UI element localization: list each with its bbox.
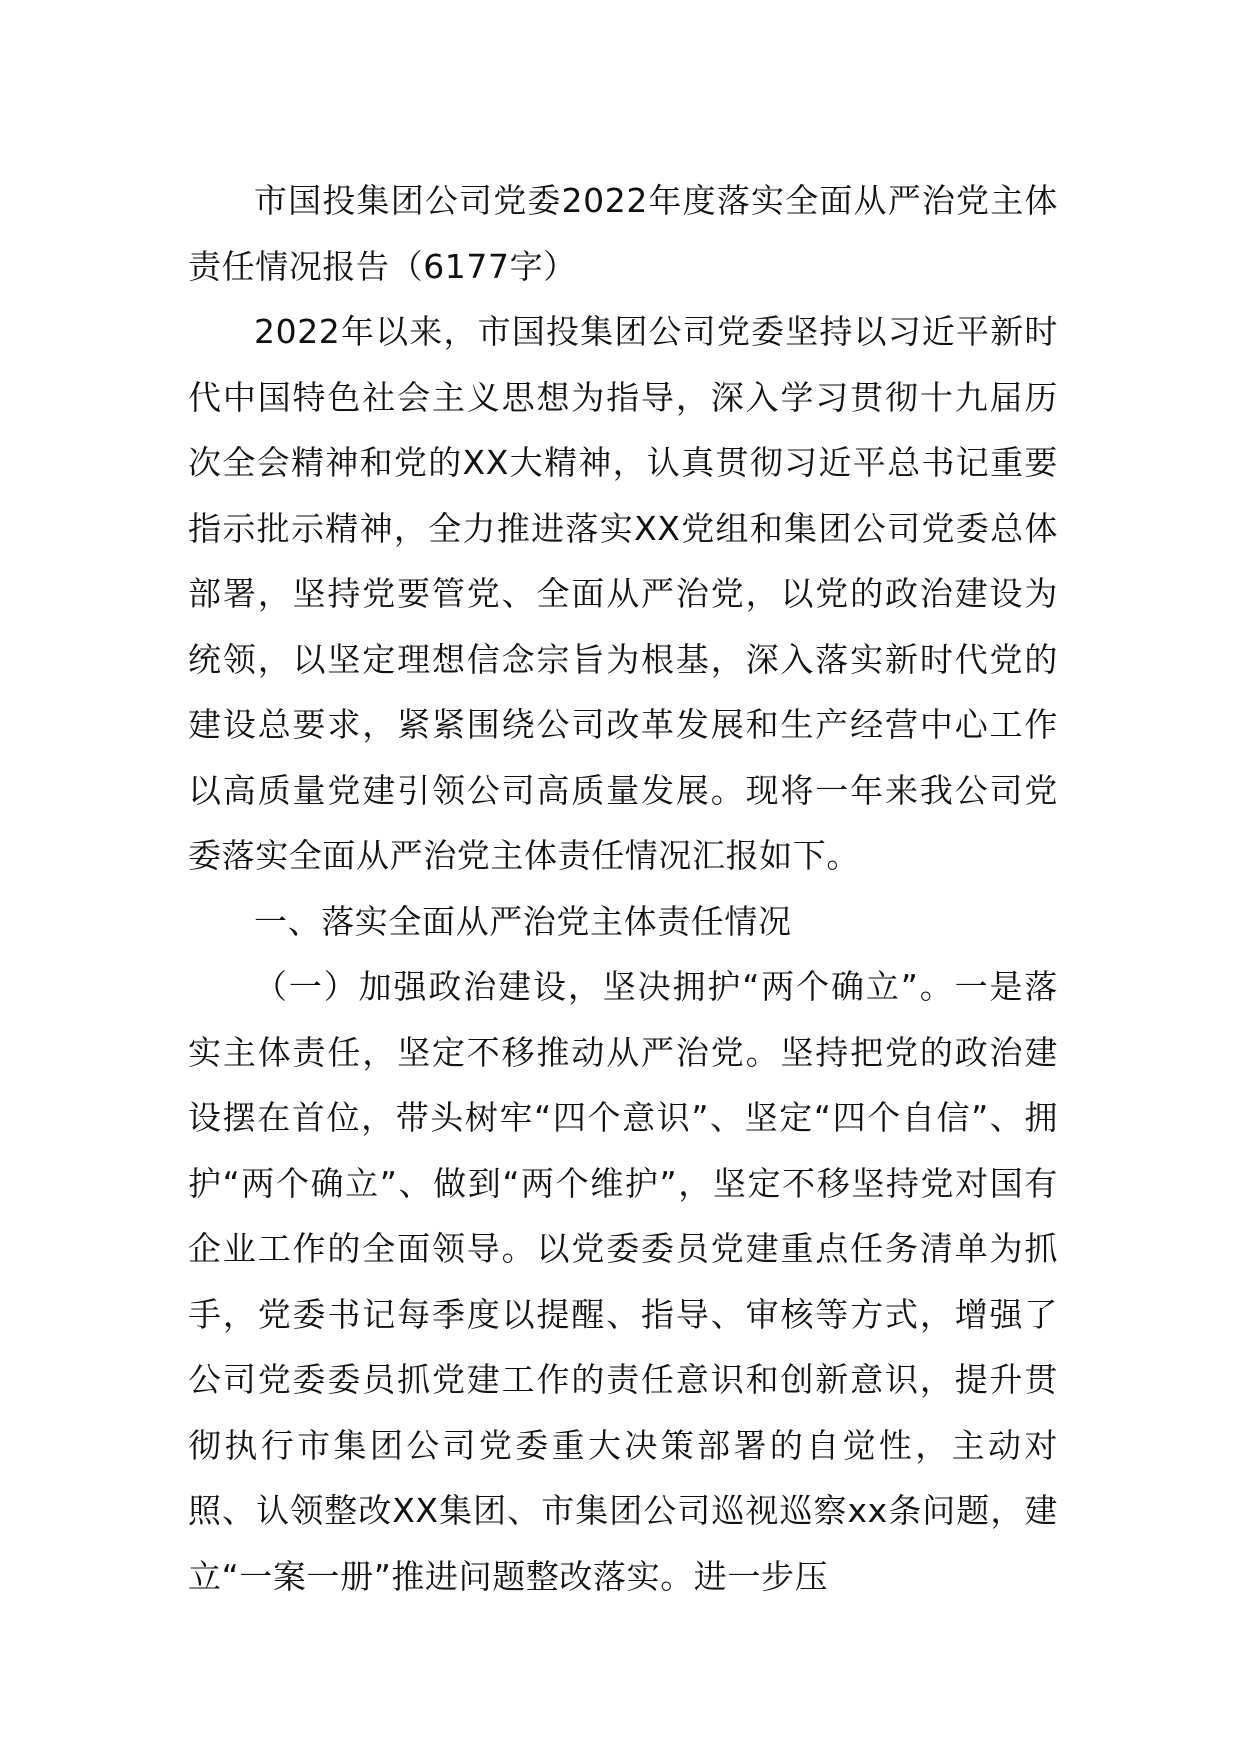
paragraph-political-building: （一）加强政治建设，坚决拥护“两个确立”。一是落实主体责任，坚定不移推动从严治党。坚持把党的政治建设摆在首位，带头树牢“四个意识”、坚定“四个自信”、拥护“两个确立”、做到“两个维护”，坚定不移坚持党对国有企业工作的全面领导。以党委委员党建重点任务清单为抓手，党委书记每季度以提醒、指导、审核等方式，增强了公司党委委员抓党建工作的责任意识和创新意识，提升贯彻执行市集团公司党委重大决策部署的自觉性，主动对照、认领整改XX集团、市集团公司巡视巡察xx条问题，建立“一案一册”推进问题整改落实。进一步压 bbox=[188, 967, 1058, 1596]
document-body bbox=[188, 168, 1058, 1609]
paragraph-intro: 2022年以来，市国投集团公司党委坚持以习近平新时代中国特色社会主义思想为指导，深入学习贯彻十九届历次全会精神和党的XX大精神，认真贯彻习近平总书记重要指示批示精神，全力推进落实XX党组和集团公司党委总体部署，坚持党要管党、全面从严治党，以党的政治建设为统领，以坚定理想信念宗旨为根基，深入落实新时代党的建设总要求，紧紧围绕公司改革发展和生产经营中心工作以高质量党建引领公司高质量发展。现将一年来我公司党委落实全面从严治党主体责任情况汇报如下。 bbox=[188, 312, 1058, 875]
document-title: 市国投集团公司党委2022年度落实全面从严治党主体责任情况报告（6177字） bbox=[188, 181, 1058, 286]
section-heading: 一、落实全面从严治党主体责任情况 bbox=[254, 901, 792, 941]
